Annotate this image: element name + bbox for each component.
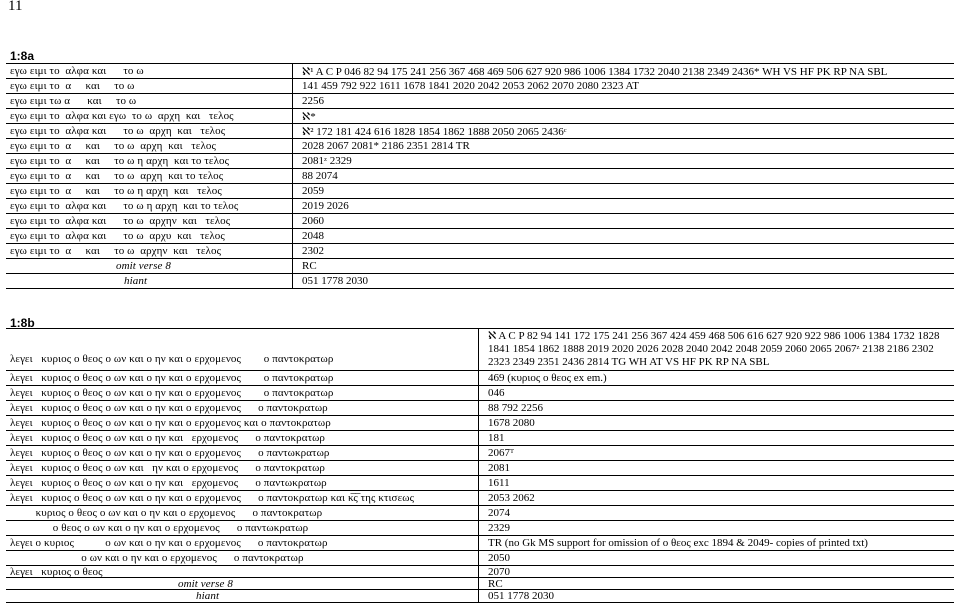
witness-list: 2060 — [302, 215, 324, 227]
table-row — [6, 490, 954, 505]
table-row — [6, 589, 954, 603]
variant-reading: λεγει κυριος ο θεος ο ων και ην και ο ερχομενος ο παντοκρατωρ — [10, 462, 326, 474]
table-bottom-border — [6, 288, 954, 289]
witness-list: 141 459 792 922 1611 1678 1841 2020 2042 2053 2062 2070 2080 2323 AT — [302, 80, 639, 92]
witness-list: RC — [302, 260, 317, 272]
table-row — [6, 505, 954, 520]
table-row — [6, 273, 954, 289]
table-row — [6, 123, 954, 139]
witness-list: RC — [488, 578, 503, 590]
variant-reading: κυριος ο θεος ο ων και ο ην και ο ερχομενος ο παντοκρατωρ — [10, 507, 323, 519]
witness-list: 2302 — [302, 245, 324, 257]
variant-reading: εγω ειμι το α και το ω — [10, 80, 135, 92]
witness-list: 2050 — [488, 552, 510, 564]
witness-list: ℵ A C P 82 94 141 172 175 241 256 367 424 459 468 506 616 627 920 922 986 1006 1384 1732 1828 1841 1854 1862 1888 2019 2020 2026 2028 2040 2042 2048 2059 2060 2065 2067ᶻ 2138 2186 2302 2323 2349 2351 2436 2814 TG WH AT VS HF PK RP NA SBL — [488, 330, 940, 368]
witness-list: ℵ² 172 181 424 616 1828 1854 1862 1888 2050 2065 2436ᶜ — [302, 126, 567, 138]
variant-reading: εγω ειμι το α και το ω η αρχη και το τελος — [10, 155, 230, 167]
table-row — [6, 328, 954, 370]
witness-list: 051 1778 2030 — [302, 275, 368, 287]
table-row — [6, 108, 954, 124]
witness-list: TR (no Gk MS support for omission of ο θεος exc 1894 & 2049- copies of printed txt) — [488, 537, 868, 549]
variant-reading: λεγει ο κυριος ο ων και ο ην και ο ερχομενος ο παντοκρατωρ — [10, 537, 328, 549]
variant-reading: εγω ειμι το α και το ω αρχη και το τελος — [10, 170, 224, 182]
table-row — [6, 460, 954, 475]
variant-reading: εγω ειμι το αλφα και το ω αρχυ και τελος — [10, 230, 225, 242]
table-row — [6, 183, 954, 199]
section-b-heading: 1:8b — [10, 316, 35, 330]
variant-reading: εγω ειμι το αλφα και το ω η αρχη και το τελος — [10, 200, 239, 212]
table-row — [6, 213, 954, 229]
table-row — [6, 550, 954, 565]
table-row — [6, 520, 954, 535]
witness-list: 2081ᶻ 2329 — [302, 155, 352, 167]
variant-reading: ο θεος ο ων και ο ην και ο ερχομενος ο παντωκρατωρ — [10, 522, 309, 534]
witness-list: 469 (κυριος ο θεος ex em.) — [488, 372, 607, 384]
table-row — [6, 78, 954, 94]
table-row — [6, 138, 954, 154]
witness-list: 2329 — [488, 522, 510, 534]
section-a-heading: 1:8a — [10, 49, 35, 63]
variant-reading: εγω ειμι το αλφα και το ω — [10, 65, 144, 77]
variant-reading: λεγει κυριος ο θεος ο ων και ο ην και ερχομενος ο παντωκρατωρ — [10, 477, 327, 489]
witness-list: 051 1778 2030 — [488, 590, 554, 602]
table-row — [6, 93, 954, 109]
witness-list: 2067ᵀ — [488, 447, 514, 459]
table-row — [6, 415, 954, 430]
witness-list: 181 — [488, 432, 505, 444]
table-row — [6, 385, 954, 400]
table-row — [6, 535, 954, 550]
table-row — [6, 445, 954, 460]
variant-reading: εγω ειμι το α και το ω αρχη και τελος — [10, 140, 216, 152]
witness-list: 2053 2062 — [488, 492, 535, 504]
page-number: 11 — [8, 0, 23, 14]
variant-reading: λεγει κυριος ο θεος ο ων και ο ην και ο ερχομενος ο παντοκρατωρ — [10, 353, 334, 365]
variant-reading: εγω ειμι τω α και το ω — [10, 95, 137, 107]
witness-list: 2081 — [488, 462, 510, 474]
variant-reading: λεγει κυριος ο θεος ο ων και ο ην και ο ερχομενος ο παντωκρατωρ — [10, 447, 330, 459]
table-row — [6, 430, 954, 445]
witness-list: 2048 — [302, 230, 324, 242]
witness-list: ℵ¹ A C P 046 82 94 175 241 256 367 468 469 506 627 920 986 1006 1384 1732 2040 2138 2349 2436* WH VS HF PK RP NA SBL — [302, 66, 888, 78]
variant-reading: omit verse 8 — [116, 260, 171, 272]
variant-reading: hiant — [196, 590, 220, 602]
table-row — [6, 258, 954, 274]
table-row — [6, 577, 954, 589]
witness-list: 2059 — [302, 185, 324, 197]
variant-reading: λεγει κυριος ο θεος ο ων και ο ην και ο ερχομενος ο παντοκρατωρ — [10, 372, 334, 384]
table-row — [6, 168, 954, 184]
variant-reading: hiant — [124, 275, 148, 287]
witness-list: 2074 — [488, 507, 510, 519]
variant-reading: ο ων και ο ην και ο ερχομενος ο παντοκρατωρ — [10, 552, 304, 564]
variant-reading: λεγει κυριος ο θεος ο ων και ο ην και ο ερχομενος ο παντοκρατωρ — [10, 402, 328, 414]
witness-list: 88 792 2256 — [488, 402, 543, 414]
witness-list: 046 — [488, 387, 505, 399]
witness-list: 2070 — [488, 566, 510, 578]
variant-reading: εγω ειμι το αλφα και το ω αρχην και τελος — [10, 215, 231, 227]
variant-reading: omit verse 8 — [178, 578, 233, 590]
table-row — [6, 243, 954, 259]
variant-reading: εγω ειμι το α και το ω η αρχη και τελος — [10, 185, 222, 197]
witness-list: 2028 2067 2081* 2186 2351 2814 TR — [302, 140, 470, 152]
table-row — [6, 153, 954, 169]
witness-list: 2256 — [302, 95, 324, 107]
table-row — [6, 400, 954, 415]
table-row — [6, 370, 954, 385]
variant-reading: εγω ειμι το α και το ω αρχην και τελος — [10, 245, 222, 257]
table-row — [6, 63, 954, 79]
witness-list: 2019 2026 — [302, 200, 349, 212]
variant-reading: λεγει κυριος ο θεος ο ων και ο ην και ο ερχομενος ο παντοκρατωρ — [10, 387, 334, 399]
table-bottom-border — [6, 602, 954, 603]
variant-reading: λεγει κυριος ο θεος ο ων και ο ην και ερχομενος ο παντοκρατωρ — [10, 432, 326, 444]
table-row — [6, 228, 954, 244]
variant-reading: λεγει κυριος ο θεος ο ων και ο ην και ο ερχομενος και ο παντοκρατωρ — [10, 417, 331, 429]
variant-reading: λεγει κυριος ο θεος ο ων και ο ην και ο ερχομενος ο παντοκρατωρ και κ̅ς̅ της κτισεως — [10, 492, 415, 504]
table-row — [6, 198, 954, 214]
witness-list: 1611 — [488, 477, 510, 489]
variant-reading: εγω ειμι το αλφα και εγω το ω αρχη και τελος — [10, 110, 234, 122]
witness-list: 1678 2080 — [488, 417, 535, 429]
witness-list: ℵ* — [302, 111, 316, 123]
variant-reading: εγω ειμι το αλφα και το ω αρχη και τελος — [10, 125, 226, 137]
witness-list: 88 2074 — [302, 170, 338, 182]
table-row — [6, 565, 954, 577]
variant-reading: λεγει κυριος ο θεος — [10, 566, 103, 578]
table-row — [6, 475, 954, 490]
